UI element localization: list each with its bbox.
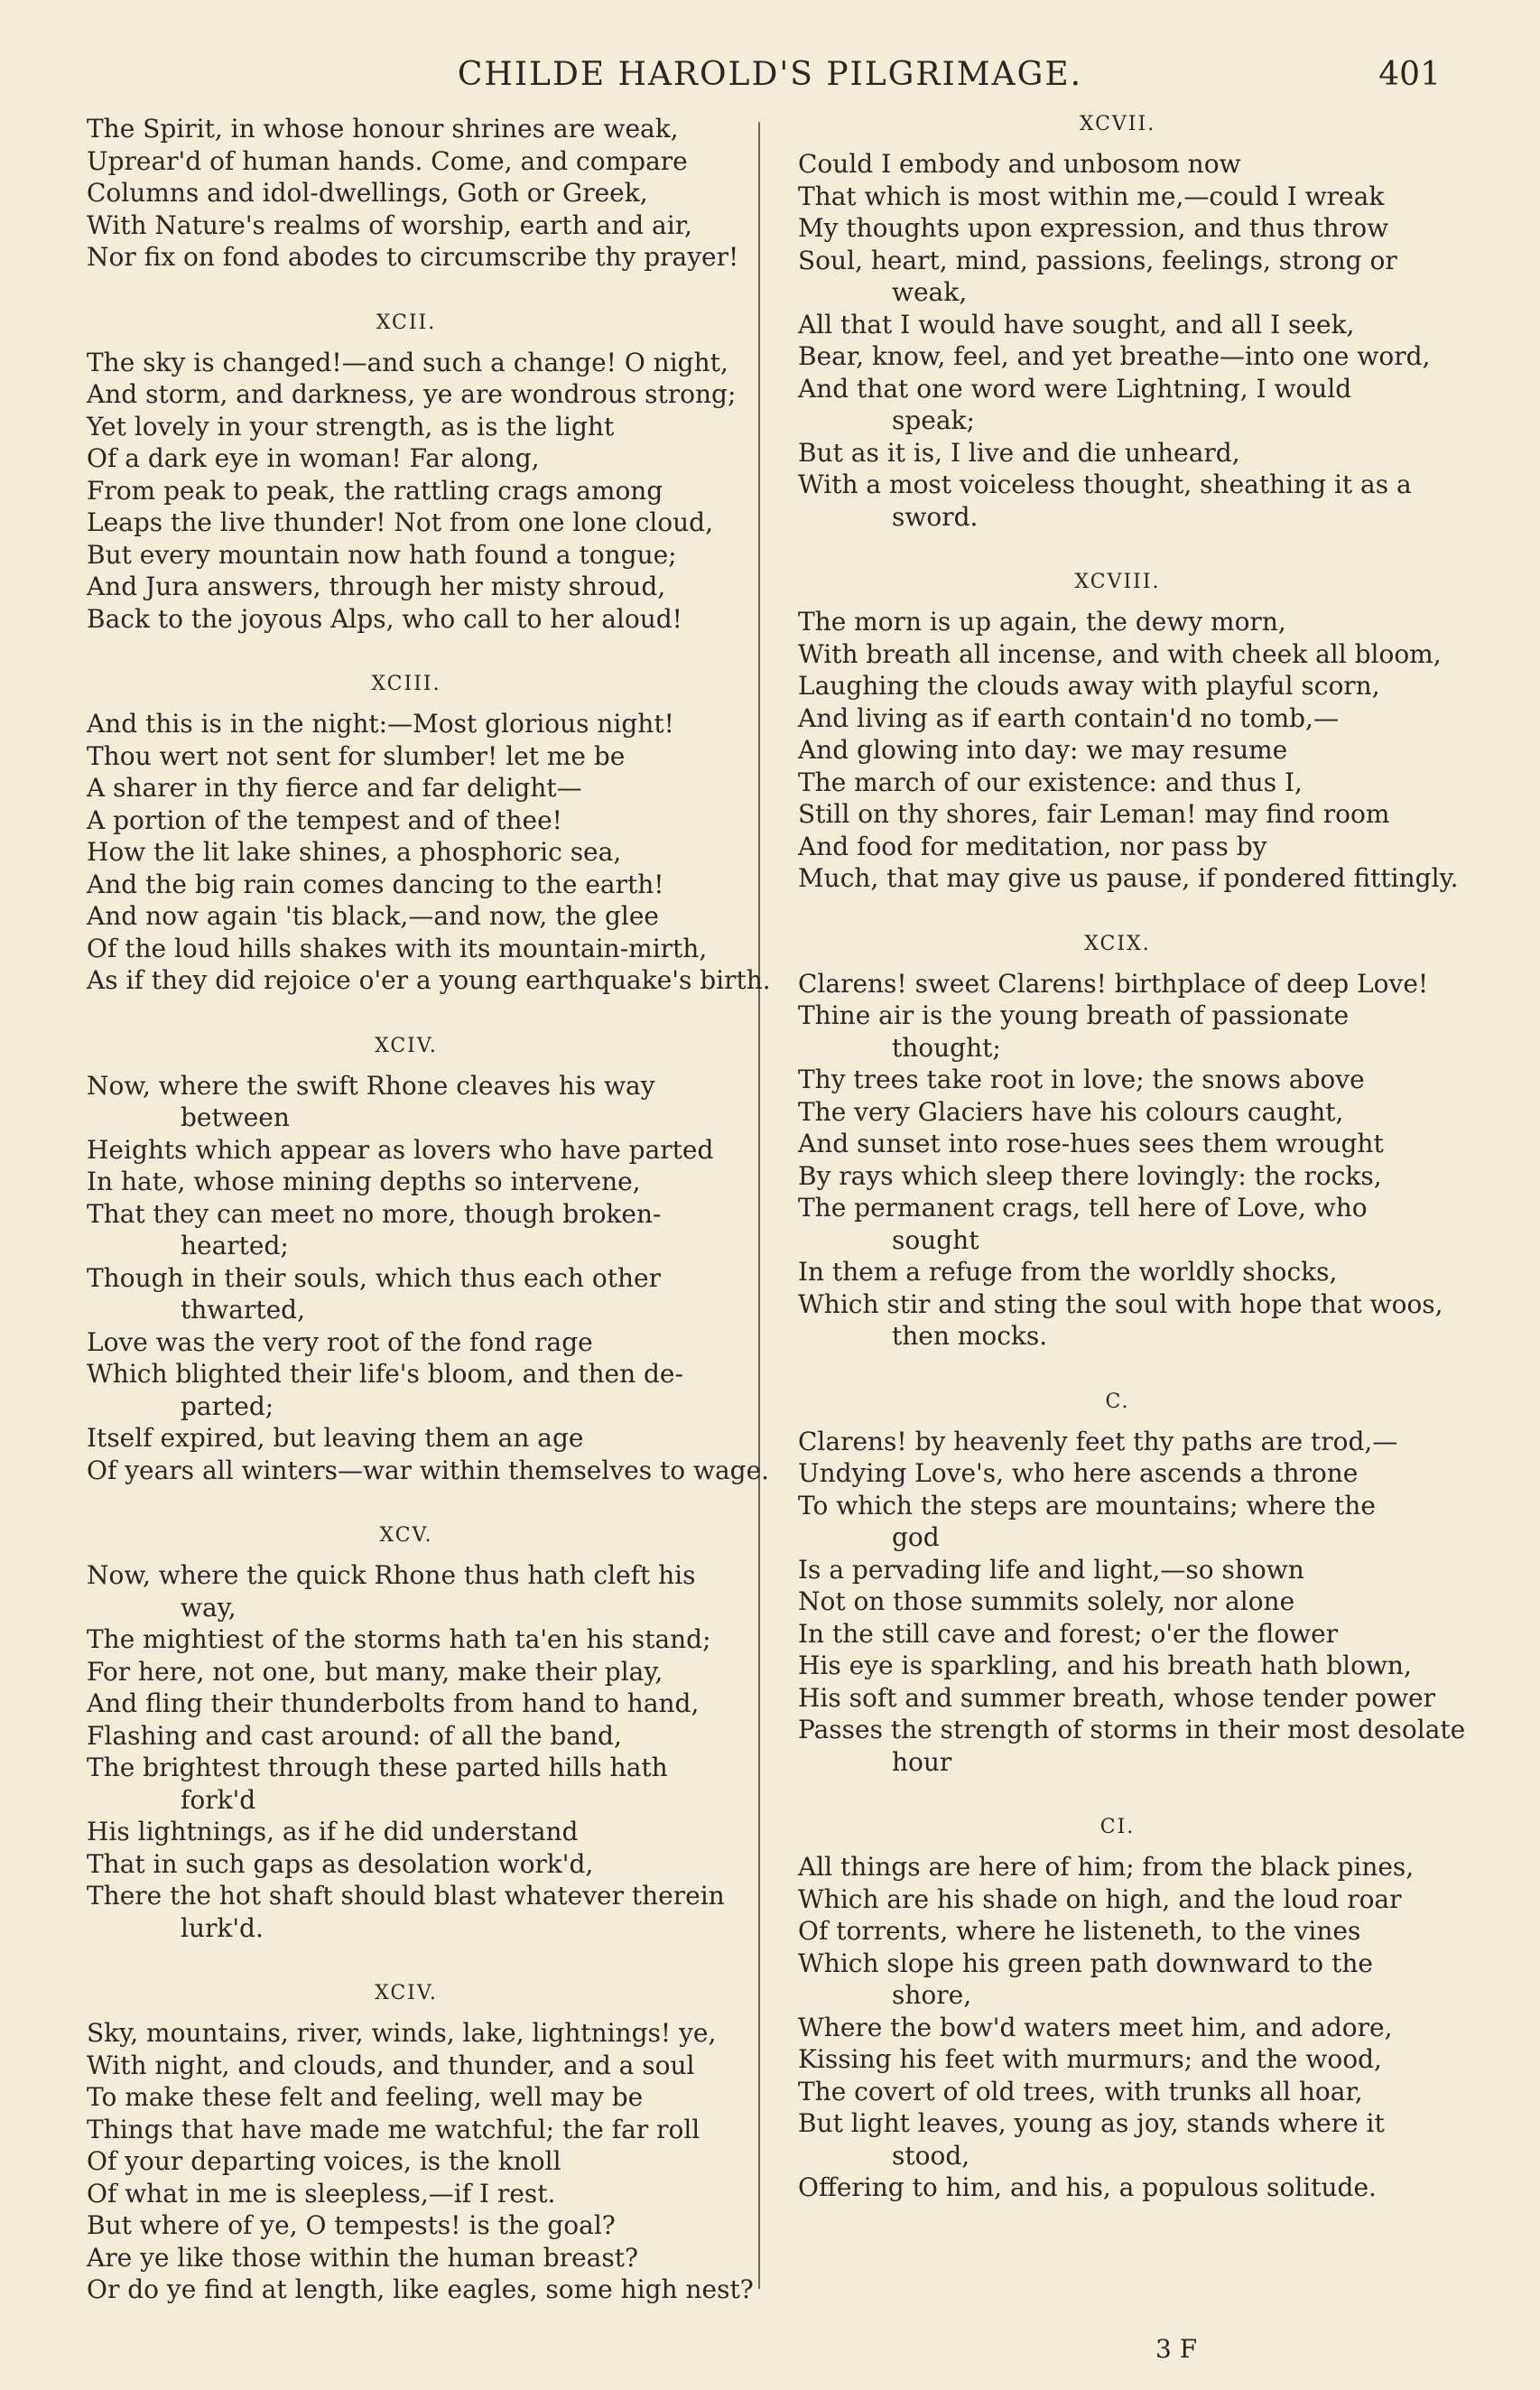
stanza <box>63 1982 754 2306</box>
verse-line: And fling their thunderbolts from hand to hand, <box>87 1688 700 1718</box>
stanza-numeral: XCIV. <box>375 1034 438 1057</box>
verse-line: Which stir and sting the soul with hope that woos, <box>798 1288 1443 1319</box>
verse-line: Of what in me is sleepless,—if I rest. <box>87 2178 556 2209</box>
page-header <box>0 56 1540 101</box>
verse-line: Columns and idol-dwellings, Goth or Greek, <box>87 178 648 208</box>
verse-line: Thine air is the young breath of passionate <box>798 1000 1350 1030</box>
verse-line: Heights which appear as lovers who have parted <box>87 1134 714 1165</box>
verse-line: Nor fix on fond abodes to circumscribe thy prayer! <box>87 242 739 272</box>
verse-line: Could I embody and unbosom now <box>798 149 1241 179</box>
verse-line: With a most voiceless thought, sheathing it as a <box>798 470 1412 499</box>
stanza-numeral: C. <box>1105 1390 1130 1413</box>
verse-line: Now, where the quick Rhone thus hath cleft his <box>87 1560 696 1590</box>
verse-line: His soft and summer breath, whose tender power <box>798 1682 1435 1713</box>
verse-line: weak, <box>892 277 968 307</box>
verse-line: Which blighted their life's bloom, and then de- <box>87 1359 683 1389</box>
stanza <box>63 312 749 636</box>
verse-line: The permanent crags, tell here of Love, who <box>798 1193 1368 1223</box>
verse-line: And this is in the night:—Most glorious night! <box>87 709 674 739</box>
verse-line: Are ye like those within the human breast? <box>87 2242 638 2273</box>
verse-line: By rays which sleep there lovingly: the rocks, <box>798 1160 1382 1191</box>
verse-line: To which the steps are mountains; where the <box>798 1490 1376 1520</box>
verse-line: A sharer in thy fierce and far delight— <box>87 773 582 803</box>
verse-line: Sky, mountains, river, winds, lake, lightnings! ye, <box>87 2018 717 2048</box>
stanza <box>63 1034 770 1487</box>
verse-line: Itself expired, but leaving them an age <box>87 1423 584 1453</box>
verse-line: His lightnings, as if he did understand <box>87 1817 579 1846</box>
verse-line: Much, that may give us pause, if pondered fittingly. <box>798 863 1459 893</box>
verse-line: Where the bow'd waters meet him, and adore, <box>798 2012 1393 2042</box>
verse-line: With breath all incense, and with cheek all bloom, <box>798 638 1442 669</box>
verse-line: But where of ye, O tempests! is the goal? <box>87 2210 616 2240</box>
verse-line: Is a pervading life and light,—so shown <box>798 1554 1304 1585</box>
verse-line: Yet lovely in your strength, as is the light <box>87 411 615 442</box>
verse-line: To make these felt and feeling, well may be <box>87 2082 644 2112</box>
right-column <box>775 113 1466 2242</box>
verse-line: A portion of the tempest and of thee! <box>87 804 562 835</box>
verse-line: And storm, and darkness, ye are wondrous strong; <box>87 379 737 409</box>
verse-line: Of years all winters—war within themselves to wage. <box>87 1455 770 1485</box>
verse-line: Flashing and cast around: of all the band, <box>87 1720 622 1751</box>
verse-line: lurk'd. <box>181 1912 264 1943</box>
verse-line: Though in their souls, which thus each other <box>87 1262 661 1293</box>
verse-line: And living as if earth contain'd no tomb,— <box>798 702 1339 733</box>
verse-line: shore, <box>892 1980 972 2010</box>
verse-line: fork'd <box>181 1784 256 1815</box>
verse-line: sought <box>892 1224 979 1255</box>
verse-line: The Spirit, in whose honour shrines are weak, <box>87 114 679 144</box>
verse-line: Back to the joyous Alps, who call to her aloud! <box>87 603 682 634</box>
verse-line: Clarens! sweet Clarens! birthplace of deep Love! <box>798 968 1429 999</box>
stanza <box>775 1390 1466 1779</box>
verse-line: And the big rain comes dancing to the earth! <box>87 869 664 899</box>
verse-line: Things that have made me watchful; the far roll <box>87 2114 700 2144</box>
verse-line: Still on thy shores, fair Leman! may find room <box>798 799 1390 829</box>
verse-line: Of the loud hills shakes with its mountain-mirth, <box>87 933 708 963</box>
verse-line: There the hot shaft should blast whatever therein <box>87 1881 725 1911</box>
verse-line: Clarens! by heavenly feet thy paths are trod,— <box>798 1426 1398 1456</box>
verse-line: stood, <box>892 2140 970 2171</box>
verse-line: That which is most within me,—could I wreak <box>798 181 1385 211</box>
verse-line: thought; <box>892 1032 1001 1063</box>
stanza <box>775 571 1461 895</box>
verse-line: Bear, know, feel, and yet breathe—into one word, <box>798 341 1431 371</box>
verse-line: But light leaves, young as joy, stands where it <box>798 2108 1385 2138</box>
verse-line: between <box>181 1102 290 1132</box>
verse-line: And Jura answers, through her misty shroud, <box>87 572 666 601</box>
stanza <box>63 1524 749 1944</box>
verse-line: hour <box>892 1746 952 1777</box>
verse-line: Which are his shade on high, and the loud roar <box>798 1883 1402 1914</box>
stanza-numeral: XCIII. <box>371 673 441 695</box>
verse-line: My thoughts upon expression, and thus throw <box>798 213 1389 243</box>
verse-line: That they can meet no more, though broken- <box>87 1198 662 1229</box>
verse-line: The covert of old trees, with trunks all hoar, <box>798 2076 1363 2106</box>
verse-line: Laughing the clouds away with playful scorn, <box>798 671 1380 701</box>
verse-line: Thy trees take root in love; the snows above <box>798 1065 1365 1094</box>
stanza <box>775 933 1461 1353</box>
verse-line: thwarted, <box>181 1295 305 1325</box>
verse-line: way, <box>181 1592 237 1623</box>
verse-line: The brightest through these parted hills hath <box>87 1753 668 1782</box>
stanza <box>63 113 749 274</box>
verse-line: Leaps the live thunder! Not from one lone cloud, <box>87 507 713 537</box>
verse-line: Thou wert not sent for slumber! let me be <box>87 740 626 771</box>
verse-line: How the lit lake shines, a phosphoric sea, <box>87 837 622 867</box>
verse-line: All things are here of him; from the black pines, <box>798 1852 1415 1882</box>
verse-line: The very Glaciers have his colours caught, <box>798 1096 1344 1127</box>
left-column <box>63 113 771 2344</box>
verse-line: For here, not one, but many, make their play, <box>87 1656 663 1687</box>
verse-line: And now again 'tis black,—and now, the glee <box>87 901 659 931</box>
verse-line: And food for meditation, nor pass by <box>798 831 1267 861</box>
stanza-numeral: XCIV. <box>375 1982 438 2004</box>
verse-line: And glowing into day: we may resume <box>798 735 1288 765</box>
verse-line: With Nature's realms of worship, earth and air, <box>87 209 692 240</box>
verse-line: With night, and clouds, and thunder, and a soul <box>87 2050 695 2080</box>
verse-line: Passes the strength of storms in their most desolate <box>798 1715 1466 1744</box>
stanza <box>775 1816 1461 2204</box>
verse-line: From peak to peak, the rattling crags among <box>87 475 663 506</box>
verse-line: His eye is sparkling, and his breath hath blown, <box>798 1651 1412 1680</box>
verse-line: sword. <box>892 501 979 532</box>
verse-line: Now, where the swift Rhone cleaves his way <box>87 1070 655 1101</box>
verse-line: Offering to him, and his, a populous solitude. <box>798 2172 1377 2202</box>
page-number: 401 <box>1378 56 1441 93</box>
verse-line: Soul, heart, mind, passions, feelings, strong or <box>798 245 1397 275</box>
verse-line: The march of our existence: and thus I, <box>798 767 1303 797</box>
verse-line: As if they did rejoice o'er a young earthquake's birth. <box>87 965 771 995</box>
verse-line: And that one word were Lightning, I would <box>798 373 1352 404</box>
verse-line: speak; <box>892 405 975 435</box>
verse-line: Kissing his feet with murmurs; and the wood, <box>798 2044 1382 2074</box>
verse-line: Undying Love's, who here ascends a throne <box>798 1458 1359 1488</box>
verse-line: That in such gaps as desolation work'd, <box>87 1848 594 1879</box>
verse-line: Love was the very root of the fond rage <box>87 1326 593 1357</box>
verse-line: And sunset into rose-hues sees them wrought <box>798 1129 1384 1158</box>
verse-line: Of torrents, where he listeneth, to the vines <box>798 1916 1361 1946</box>
verse-line: Or do ye find at length, like eagles, some high nest? <box>87 2274 754 2304</box>
verse-line: In them a refuge from the worldly shocks, <box>798 1257 1338 1287</box>
stanza-numeral: XCVIII. <box>1074 571 1161 593</box>
column-rule <box>758 122 760 2289</box>
stanza-numeral: XCVII. <box>1079 113 1156 135</box>
stanza <box>63 673 771 997</box>
verse-line: The sky is changed!—and such a change! O night, <box>87 347 728 377</box>
verse-line: god <box>892 1522 940 1552</box>
stanza <box>775 113 1461 533</box>
verse-line: parted; <box>181 1390 274 1421</box>
stanza-numeral: XCIX. <box>1084 932 1151 955</box>
verse-line: Not on those summits solely, nor alone <box>798 1586 1295 1616</box>
verse-line: then mocks. <box>892 1321 1048 1351</box>
verse-line: But every mountain now hath found a tongue; <box>87 539 677 570</box>
verse-line: Which slope his green path downward to the <box>798 1948 1373 1978</box>
verse-line: Of your departing voices, is the knoll <box>87 2146 561 2176</box>
verse-line: Of a dark eye in woman! Far along, <box>87 443 540 473</box>
verse-line: In the still cave and forest; o'er the flower <box>798 1618 1339 1649</box>
verse-line: In hate, whose mining depths so intervene, <box>87 1167 641 1196</box>
stanza-numeral: XCII. <box>376 311 437 334</box>
running-title: CHILDE HAROLD'S PILGRIMAGE. <box>457 56 1083 93</box>
stanza-numeral: CI. <box>1099 1816 1136 1838</box>
stanza-numeral: XCV. <box>379 1524 433 1547</box>
verse-line: The mightiest of the storms hath ta'en his stand; <box>87 1624 711 1654</box>
verse-line: All that I would have sought, and all I seek, <box>798 309 1355 339</box>
verse-line: hearted; <box>181 1231 289 1260</box>
verse-line: But as it is, I live and die unheard, <box>798 437 1240 468</box>
verse-line: Uprear'd of human hands. Come, and compare <box>87 145 688 176</box>
verse-line: The morn is up again, the dewy morn, <box>798 607 1286 637</box>
signature-mark: 3 F <box>1155 2334 1198 2364</box>
